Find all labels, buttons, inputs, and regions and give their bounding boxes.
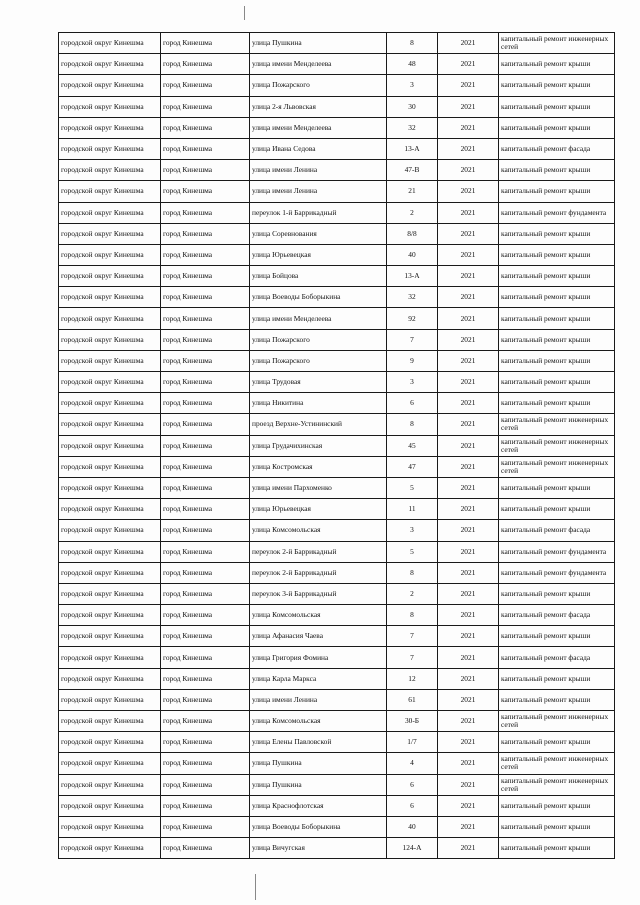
work-type-cell: капитальный ремонт крыши <box>499 732 615 753</box>
year-cell: 2021 <box>438 583 499 604</box>
district-cell: городской округ Кинешма <box>59 711 161 732</box>
year-cell: 2021 <box>438 202 499 223</box>
district-cell: городской округ Кинешма <box>59 414 161 435</box>
city-cell: город Кинешма <box>161 117 250 138</box>
city-cell: город Кинешма <box>161 414 250 435</box>
street-cell: улица Комсомольская <box>250 520 387 541</box>
city-cell: город Кинешма <box>161 520 250 541</box>
city-cell: город Кинешма <box>161 732 250 753</box>
table-row <box>59 795 615 816</box>
street-cell: улица Краснофлотская <box>250 795 387 816</box>
city-cell: город Кинешма <box>161 54 250 75</box>
table-row <box>59 223 615 244</box>
year-cell: 2021 <box>438 350 499 371</box>
city-cell: город Кинешма <box>161 816 250 837</box>
house-number-cell: 8 <box>387 414 438 435</box>
street-cell: улица имени Менделеева <box>250 54 387 75</box>
house-number-cell: 47 <box>387 456 438 477</box>
house-number-cell: 124-А <box>387 838 438 859</box>
year-cell: 2021 <box>438 117 499 138</box>
district-cell: городской округ Кинешма <box>59 668 161 689</box>
street-cell: улица Вичугская <box>250 838 387 859</box>
table-row <box>59 33 615 54</box>
table-row <box>59 774 615 795</box>
city-cell: город Кинешма <box>161 647 250 668</box>
work-type-cell: капитальный ремонт фундамента <box>499 541 615 562</box>
table-row <box>59 181 615 202</box>
work-type-cell: капитальный ремонт инженерных сетей <box>499 774 615 795</box>
street-cell: улица 2-я Львовская <box>250 96 387 117</box>
house-number-cell: 8 <box>387 33 438 54</box>
house-number-cell: 32 <box>387 117 438 138</box>
year-cell: 2021 <box>438 96 499 117</box>
district-cell: городской округ Кинешма <box>59 689 161 710</box>
table-row <box>59 456 615 477</box>
year-cell: 2021 <box>438 520 499 541</box>
house-number-cell: 32 <box>387 287 438 308</box>
registry-body <box>59 33 615 859</box>
house-number-cell: 12 <box>387 668 438 689</box>
city-cell: город Кинешма <box>161 795 250 816</box>
year-cell: 2021 <box>438 372 499 393</box>
work-type-cell: капитальный ремонт инженерных сетей <box>499 753 615 774</box>
street-cell: улица Ивана Седова <box>250 138 387 159</box>
district-cell: городской округ Кинешма <box>59 477 161 498</box>
year-cell: 2021 <box>438 816 499 837</box>
district-cell: городской округ Кинешма <box>59 181 161 202</box>
work-type-cell: капитальный ремонт крыши <box>499 499 615 520</box>
district-cell: городской округ Кинешма <box>59 75 161 96</box>
year-cell: 2021 <box>438 605 499 626</box>
district-cell: городской округ Кинешма <box>59 96 161 117</box>
city-cell: город Кинешма <box>161 350 250 371</box>
street-cell: улица Елены Павловской <box>250 732 387 753</box>
street-cell: улица Пожарского <box>250 350 387 371</box>
work-type-cell: капитальный ремонт крыши <box>499 816 615 837</box>
city-cell: город Кинешма <box>161 838 250 859</box>
work-type-cell: капитальный ремонт крыши <box>499 795 615 816</box>
house-number-cell: 48 <box>387 54 438 75</box>
year-cell: 2021 <box>438 753 499 774</box>
house-number-cell: 13-А <box>387 138 438 159</box>
house-number-cell: 5 <box>387 477 438 498</box>
city-cell: город Кинешма <box>161 287 250 308</box>
table-row <box>59 668 615 689</box>
work-type-cell: капитальный ремонт крыши <box>499 583 615 604</box>
house-number-cell: 1/7 <box>387 732 438 753</box>
house-number-cell: 40 <box>387 244 438 265</box>
district-cell: городской округ Кинешма <box>59 266 161 287</box>
street-cell: улица Соревнования <box>250 223 387 244</box>
year-cell: 2021 <box>438 329 499 350</box>
table-row <box>59 435 615 456</box>
street-cell: улица Костромская <box>250 456 387 477</box>
house-number-cell: 45 <box>387 435 438 456</box>
city-cell: город Кинешма <box>161 753 250 774</box>
house-number-cell: 3 <box>387 520 438 541</box>
table-row <box>59 117 615 138</box>
work-type-cell: капитальный ремонт инженерных сетей <box>499 435 615 456</box>
district-cell: городской округ Кинешма <box>59 329 161 350</box>
house-number-cell: 11 <box>387 499 438 520</box>
work-type-cell: капитальный ремонт фундамента <box>499 202 615 223</box>
table-row <box>59 711 615 732</box>
year-cell: 2021 <box>438 647 499 668</box>
work-type-cell: капитальный ремонт инженерных сетей <box>499 456 615 477</box>
table-row <box>59 816 615 837</box>
year-cell: 2021 <box>438 541 499 562</box>
year-cell: 2021 <box>438 711 499 732</box>
table-row <box>59 520 615 541</box>
work-type-cell: капитальный ремонт инженерных сетей <box>499 33 615 54</box>
table-row <box>59 838 615 859</box>
year-cell: 2021 <box>438 435 499 456</box>
table-row <box>59 244 615 265</box>
year-cell: 2021 <box>438 308 499 329</box>
house-number-cell: 8 <box>387 605 438 626</box>
year-cell: 2021 <box>438 414 499 435</box>
work-type-cell: капитальный ремонт фасада <box>499 138 615 159</box>
street-cell: улица имени Ленина <box>250 689 387 710</box>
work-type-cell: капитальный ремонт фасада <box>499 647 615 668</box>
city-cell: город Кинешма <box>161 499 250 520</box>
district-cell: городской округ Кинешма <box>59 287 161 308</box>
district-cell: городской округ Кинешма <box>59 816 161 837</box>
district-cell: городской округ Кинешма <box>59 774 161 795</box>
table-row <box>59 605 615 626</box>
district-cell: городской округ Кинешма <box>59 732 161 753</box>
city-cell: город Кинешма <box>161 456 250 477</box>
street-cell: улица Афанасия Чаева <box>250 626 387 647</box>
city-cell: город Кинешма <box>161 774 250 795</box>
district-cell: городской округ Кинешма <box>59 33 161 54</box>
work-type-cell: капитальный ремонт крыши <box>499 477 615 498</box>
house-number-cell: 30 <box>387 96 438 117</box>
year-cell: 2021 <box>438 160 499 181</box>
city-cell: город Кинешма <box>161 160 250 181</box>
work-type-cell: капитальный ремонт фасада <box>499 605 615 626</box>
city-cell: город Кинешма <box>161 202 250 223</box>
street-cell: улица имени Ленина <box>250 160 387 181</box>
street-cell: улица Пожарского <box>250 329 387 350</box>
city-cell: город Кинешма <box>161 477 250 498</box>
district-cell: городской округ Кинешма <box>59 223 161 244</box>
work-type-cell: капитальный ремонт фундамента <box>499 562 615 583</box>
city-cell: город Кинешма <box>161 562 250 583</box>
house-number-cell: 47-В <box>387 160 438 181</box>
district-cell: городской округ Кинешма <box>59 117 161 138</box>
house-number-cell: 5 <box>387 541 438 562</box>
district-cell: городской округ Кинешма <box>59 456 161 477</box>
year-cell: 2021 <box>438 223 499 244</box>
district-cell: городской округ Кинешма <box>59 160 161 181</box>
work-type-cell: капитальный ремонт крыши <box>499 287 615 308</box>
year-cell: 2021 <box>438 499 499 520</box>
city-cell: город Кинешма <box>161 583 250 604</box>
house-number-cell: 13-А <box>387 266 438 287</box>
district-cell: городской округ Кинешма <box>59 795 161 816</box>
scan-artifact-top <box>244 6 245 20</box>
district-cell: городской округ Кинешма <box>59 605 161 626</box>
work-type-cell: капитальный ремонт крыши <box>499 54 615 75</box>
city-cell: город Кинешма <box>161 244 250 265</box>
street-cell: улица Грудачихинская <box>250 435 387 456</box>
district-cell: городской округ Кинешма <box>59 372 161 393</box>
district-cell: городской округ Кинешма <box>59 393 161 414</box>
year-cell: 2021 <box>438 562 499 583</box>
table-row <box>59 75 615 96</box>
street-cell: улица Карла Маркса <box>250 668 387 689</box>
repair-registry-table <box>58 32 615 859</box>
work-type-cell: капитальный ремонт крыши <box>499 626 615 647</box>
table-row <box>59 414 615 435</box>
city-cell: город Кинешма <box>161 372 250 393</box>
house-number-cell: 8/8 <box>387 223 438 244</box>
table-row <box>59 477 615 498</box>
house-number-cell: 4 <box>387 753 438 774</box>
street-cell: переулок 1-й Баррикадный <box>250 202 387 223</box>
year-cell: 2021 <box>438 138 499 159</box>
house-number-cell: 2 <box>387 583 438 604</box>
district-cell: городской округ Кинешма <box>59 350 161 371</box>
city-cell: город Кинешма <box>161 626 250 647</box>
street-cell: улица Юрьевецкая <box>250 499 387 520</box>
district-cell: городской округ Кинешма <box>59 54 161 75</box>
house-number-cell: 40 <box>387 816 438 837</box>
year-cell: 2021 <box>438 689 499 710</box>
table-row <box>59 308 615 329</box>
street-cell: улица Воеводы Боборыкина <box>250 287 387 308</box>
work-type-cell: капитальный ремонт крыши <box>499 96 615 117</box>
year-cell: 2021 <box>438 75 499 96</box>
city-cell: город Кинешма <box>161 138 250 159</box>
city-cell: город Кинешма <box>161 33 250 54</box>
year-cell: 2021 <box>438 266 499 287</box>
street-cell: переулок 2-й Баррикадный <box>250 541 387 562</box>
city-cell: город Кинешма <box>161 435 250 456</box>
city-cell: город Кинешма <box>161 75 250 96</box>
street-cell: проезд Верхне-Устининский <box>250 414 387 435</box>
district-cell: городской округ Кинешма <box>59 583 161 604</box>
city-cell: город Кинешма <box>161 711 250 732</box>
district-cell: городской округ Кинешма <box>59 647 161 668</box>
year-cell: 2021 <box>438 456 499 477</box>
work-type-cell: капитальный ремонт крыши <box>499 117 615 138</box>
house-number-cell: 9 <box>387 350 438 371</box>
table-row <box>59 647 615 668</box>
street-cell: улица Воеводы Боборыкина <box>250 816 387 837</box>
year-cell: 2021 <box>438 626 499 647</box>
district-cell: городской округ Кинешма <box>59 499 161 520</box>
city-cell: город Кинешма <box>161 223 250 244</box>
house-number-cell: 8 <box>387 562 438 583</box>
district-cell: городской округ Кинешма <box>59 626 161 647</box>
street-cell: улица Юрьевецкая <box>250 244 387 265</box>
year-cell: 2021 <box>438 244 499 265</box>
district-cell: городской округ Кинешма <box>59 202 161 223</box>
house-number-cell: 3 <box>387 372 438 393</box>
district-cell: городской округ Кинешма <box>59 562 161 583</box>
street-cell: улица имени Менделеева <box>250 308 387 329</box>
street-cell: улица Комсомольская <box>250 711 387 732</box>
house-number-cell: 7 <box>387 626 438 647</box>
year-cell: 2021 <box>438 33 499 54</box>
scan-artifact-bottom <box>255 874 256 900</box>
table-row <box>59 266 615 287</box>
house-number-cell: 6 <box>387 393 438 414</box>
work-type-cell: капитальный ремонт крыши <box>499 329 615 350</box>
table-row <box>59 202 615 223</box>
city-cell: город Кинешма <box>161 605 250 626</box>
house-number-cell: 2 <box>387 202 438 223</box>
table-row <box>59 689 615 710</box>
year-cell: 2021 <box>438 774 499 795</box>
street-cell: улица Никитина <box>250 393 387 414</box>
street-cell: переулок 2-й Баррикадный <box>250 562 387 583</box>
work-type-cell: капитальный ремонт инженерных сетей <box>499 414 615 435</box>
work-type-cell: капитальный ремонт крыши <box>499 838 615 859</box>
work-type-cell: капитальный ремонт крыши <box>499 75 615 96</box>
work-type-cell: капитальный ремонт фасада <box>499 520 615 541</box>
house-number-cell: 6 <box>387 774 438 795</box>
work-type-cell: капитальный ремонт крыши <box>499 181 615 202</box>
table-row <box>59 287 615 308</box>
table-row <box>59 160 615 181</box>
district-cell: городской округ Кинешма <box>59 308 161 329</box>
district-cell: городской округ Кинешма <box>59 435 161 456</box>
work-type-cell: капитальный ремонт крыши <box>499 689 615 710</box>
street-cell: улица Бойцова <box>250 266 387 287</box>
table-row <box>59 138 615 159</box>
work-type-cell: капитальный ремонт крыши <box>499 308 615 329</box>
table-row <box>59 541 615 562</box>
work-type-cell: капитальный ремонт инженерных сетей <box>499 711 615 732</box>
table-row <box>59 54 615 75</box>
year-cell: 2021 <box>438 393 499 414</box>
table-row <box>59 96 615 117</box>
work-type-cell: капитальный ремонт крыши <box>499 350 615 371</box>
year-cell: 2021 <box>438 732 499 753</box>
house-number-cell: 61 <box>387 689 438 710</box>
table-row <box>59 393 615 414</box>
city-cell: город Кинешма <box>161 689 250 710</box>
street-cell: улица имени Менделеева <box>250 117 387 138</box>
work-type-cell: капитальный ремонт крыши <box>499 223 615 244</box>
street-cell: улица имени Пархоменко <box>250 477 387 498</box>
year-cell: 2021 <box>438 668 499 689</box>
year-cell: 2021 <box>438 477 499 498</box>
year-cell: 2021 <box>438 181 499 202</box>
street-cell: улица Трудовая <box>250 372 387 393</box>
house-number-cell: 92 <box>387 308 438 329</box>
street-cell: улица Пушкина <box>250 753 387 774</box>
street-cell: переулок 3-й Баррикадный <box>250 583 387 604</box>
city-cell: город Кинешма <box>161 541 250 562</box>
city-cell: город Кинешма <box>161 181 250 202</box>
district-cell: городской округ Кинешма <box>59 838 161 859</box>
house-number-cell: 7 <box>387 329 438 350</box>
table-row <box>59 329 615 350</box>
work-type-cell: капитальный ремонт крыши <box>499 393 615 414</box>
district-cell: городской округ Кинешма <box>59 244 161 265</box>
table-row <box>59 372 615 393</box>
street-cell: улица Пушкина <box>250 774 387 795</box>
city-cell: город Кинешма <box>161 308 250 329</box>
work-type-cell: капитальный ремонт крыши <box>499 244 615 265</box>
street-cell: улица Пушкина <box>250 33 387 54</box>
work-type-cell: капитальный ремонт крыши <box>499 266 615 287</box>
work-type-cell: капитальный ремонт крыши <box>499 372 615 393</box>
city-cell: город Кинешма <box>161 668 250 689</box>
district-cell: городской округ Кинешма <box>59 138 161 159</box>
work-type-cell: капитальный ремонт крыши <box>499 668 615 689</box>
district-cell: городской округ Кинешма <box>59 520 161 541</box>
city-cell: город Кинешма <box>161 329 250 350</box>
city-cell: город Кинешма <box>161 266 250 287</box>
year-cell: 2021 <box>438 795 499 816</box>
house-number-cell: 3 <box>387 75 438 96</box>
table-row <box>59 626 615 647</box>
street-cell: улица Григория Фомина <box>250 647 387 668</box>
house-number-cell: 7 <box>387 647 438 668</box>
district-cell: городской округ Кинешма <box>59 753 161 774</box>
city-cell: город Кинешма <box>161 96 250 117</box>
house-number-cell: 30-Б <box>387 711 438 732</box>
street-cell: улица Комсомольская <box>250 605 387 626</box>
table-row <box>59 499 615 520</box>
city-cell: город Кинешма <box>161 393 250 414</box>
table-row <box>59 350 615 371</box>
table-row <box>59 562 615 583</box>
year-cell: 2021 <box>438 838 499 859</box>
street-cell: улица Пожарского <box>250 75 387 96</box>
street-cell: улица имени Ленина <box>250 181 387 202</box>
year-cell: 2021 <box>438 287 499 308</box>
house-number-cell: 6 <box>387 795 438 816</box>
work-type-cell: капитальный ремонт крыши <box>499 160 615 181</box>
house-number-cell: 21 <box>387 181 438 202</box>
district-cell: городской округ Кинешма <box>59 541 161 562</box>
table-row <box>59 753 615 774</box>
table-row <box>59 732 615 753</box>
year-cell: 2021 <box>438 54 499 75</box>
table-row <box>59 583 615 604</box>
